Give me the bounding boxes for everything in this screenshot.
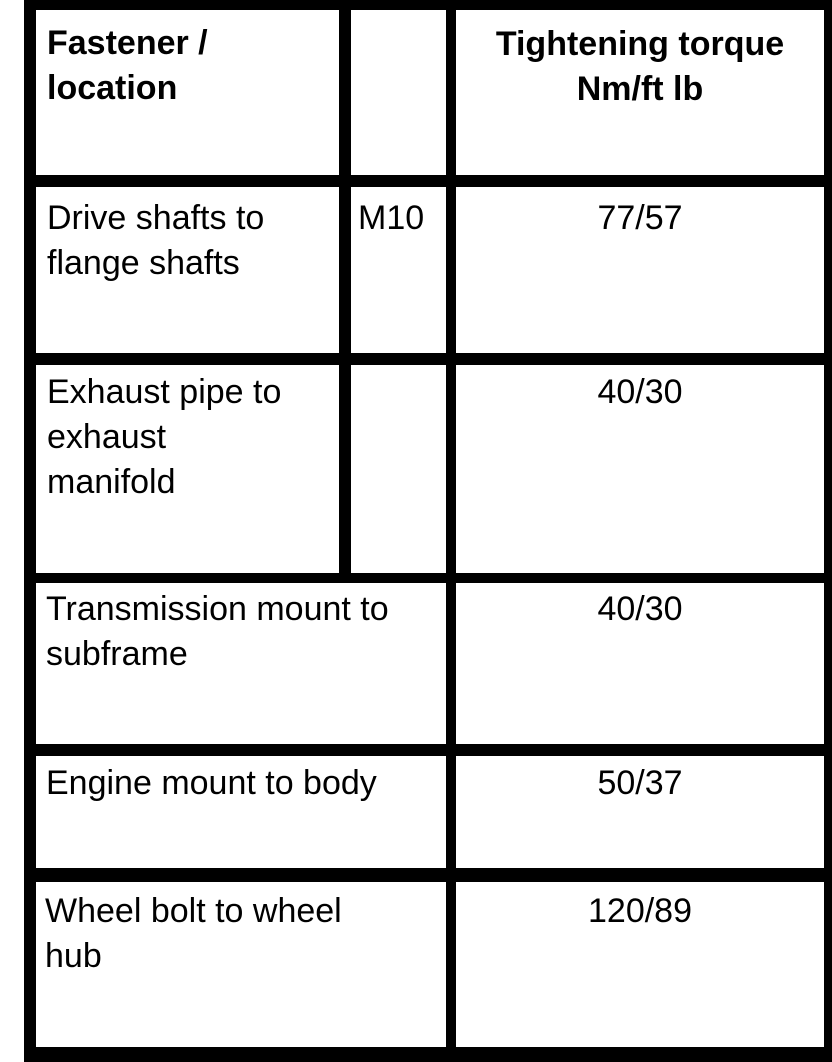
table-row-4-torque: 50/37: [597, 764, 683, 802]
table-row-4-location: Engine mount to body: [46, 764, 377, 802]
row-5-location-line2: hub: [45, 937, 102, 975]
divider-torque-column: [446, 0, 456, 1062]
row-separator-3: [24, 573, 832, 583]
table-border-bottom: [24, 1047, 832, 1062]
table-border-right: [824, 0, 832, 1062]
divider-size-column: [339, 0, 351, 578]
row-5-location-line1: Wheel bolt to wheel: [45, 892, 342, 930]
row-separator-5: [24, 868, 832, 882]
table-row-2-location: [47, 370, 281, 505]
table-row-2-torque: 40/30: [597, 373, 683, 411]
table-row-1-location: [47, 196, 264, 286]
table-row-1-size: M10: [358, 199, 425, 237]
row-separator-1: [24, 175, 832, 187]
header-fastener-line2: location: [47, 69, 178, 107]
header-torque-line1: Tightening torque: [495, 25, 785, 63]
header-torque: [456, 22, 824, 112]
row-1-location-line2: flange shafts: [47, 244, 240, 282]
row-2-location-line2: exhaust: [47, 418, 167, 456]
table-row-5-torque: 120/89: [588, 892, 692, 930]
row-3-location-line1: Transmission mount to: [46, 590, 389, 628]
table-row-3-torque: 40/30: [597, 590, 683, 628]
row-3-location-line2: subframe: [46, 635, 188, 673]
header-fastener: [47, 21, 208, 111]
row-1-location-line1: Drive shafts to: [47, 199, 265, 237]
row-2-location-line3: manifold: [47, 463, 176, 501]
table-row-1-torque: 77/57: [597, 199, 683, 237]
row-2-location-line1: Exhaust pipe to: [47, 373, 282, 411]
row-separator-4: [24, 744, 832, 756]
table-row-5-location: [45, 889, 342, 979]
row-separator-2: [24, 353, 832, 365]
table-row-3-location: [46, 587, 389, 677]
table-border-top: [24, 0, 832, 10]
header-torque-line2: Nm/ft lb: [576, 70, 704, 108]
table-border-left: [24, 0, 36, 1062]
header-fastener-line1: Fastener /: [47, 24, 208, 62]
